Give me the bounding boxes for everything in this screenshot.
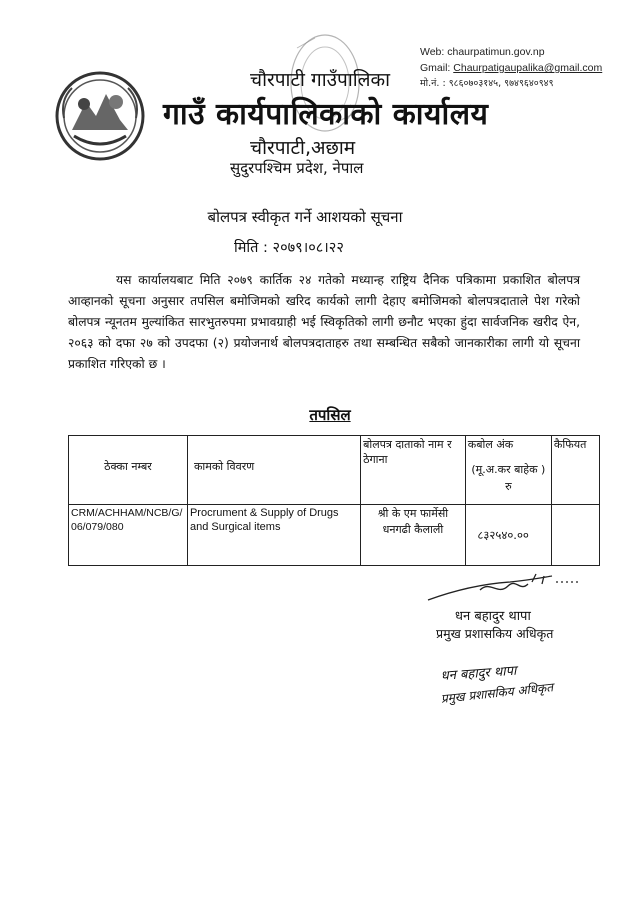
cell-work-description: Procrument & Supply of Drugs and Surgical items xyxy=(187,505,360,566)
bid-details-table xyxy=(68,435,600,566)
section-title: तपसिल xyxy=(309,406,351,424)
handwritten-title: प्रमुख प्रशासकिय अधिकृत xyxy=(440,680,554,706)
bidder-address: धनगढी कैलाली xyxy=(382,523,444,536)
web-value[interactable]: chaurpatimun.gov.np xyxy=(447,46,545,58)
cell-contract-no: CRM/ACHHAM/NCB/G/06/079/080 xyxy=(69,505,188,566)
header-bidder: बोलपत्र दाताको नाम र ठेगाना xyxy=(361,436,466,505)
office-name: गाउँ कार्यपालिकाको कार्यालय xyxy=(163,97,489,132)
notice-date: मिति : २०७९।०८।२२ xyxy=(234,240,344,256)
signatory-name: धन बहादुर थापा xyxy=(455,609,531,624)
web-label: Web: xyxy=(420,46,445,58)
signatory-title: प्रमुख प्रशासकिय अधिकृत xyxy=(436,626,554,641)
table-row xyxy=(69,505,600,566)
notice-title: बोलपत्र स्वीकृत गर्ने आशयको सूचना xyxy=(207,208,403,226)
nepal-emblem-icon xyxy=(54,70,146,162)
signature-scribble xyxy=(420,570,590,610)
header-work-description: कामको विवरण xyxy=(187,436,360,505)
header-remarks: कैफियत xyxy=(551,436,599,505)
bidder-name: श्री के एम फार्मेसी xyxy=(377,507,449,520)
cell-bidder xyxy=(361,505,466,566)
header-bid-amount: कबोल अंक (मू.अ.कर बाहेक ) रु xyxy=(465,436,551,505)
table-header-row xyxy=(69,436,600,505)
gmail-value[interactable]: Chaurpatigaupalika@gmail.com xyxy=(453,62,603,74)
notice-body-text: यस कार्यालयबाट मिति २०७९ कार्तिक २४ गतेको मध्यान्ह राष्ट्रिय दैनिक पत्रिकामा प्रकाशित बोलपत्र आव्हानको सूचना अनुसार तपसिल बमोजिमको खरिद कार्यको लागी देहाए बमोजिमको बोलपत्रदाताले पेश गरेको बोलपत्र न्यूनतम मुल्यांकित सारभुतरुपमा प्रभावग्राही भई स्विकृतिको लागी छनौट भएका हुंदा सार्वजनिक खरीद ऐन, २०६३ को दफा २७ को उपदफा (२) प्रयोजनार्थ बोलपत्रदाताहरु तथा सम्बन्धित सबैको जानकारीका लागी यो सूचना प्रकाशित गरिएको छ । xyxy=(68,273,580,371)
phone-numbers: मो.नं. : ९८६०७०३१४५, ९७४९६४०९४९ xyxy=(420,78,554,89)
gmail-line xyxy=(420,60,602,76)
cell-remarks xyxy=(551,505,599,566)
municipality-name: चौरपाटी गाउँपालिका xyxy=(250,69,391,91)
notice-body xyxy=(68,270,580,375)
website-line xyxy=(420,44,602,60)
province-line: सुदुरपश्चिम प्रदेश, नेपाल xyxy=(230,159,364,177)
header-contract-no: ठेक्का नम्बर xyxy=(69,436,188,505)
handwritten-name: धन बहादुर थापा xyxy=(440,663,517,684)
contact-info xyxy=(420,44,602,92)
cell-bid-amount: ८३२५४०.०० xyxy=(465,505,551,566)
gmail-label: Gmail: xyxy=(420,62,451,74)
office-address: चौरपाटी,अछाम xyxy=(250,137,356,159)
